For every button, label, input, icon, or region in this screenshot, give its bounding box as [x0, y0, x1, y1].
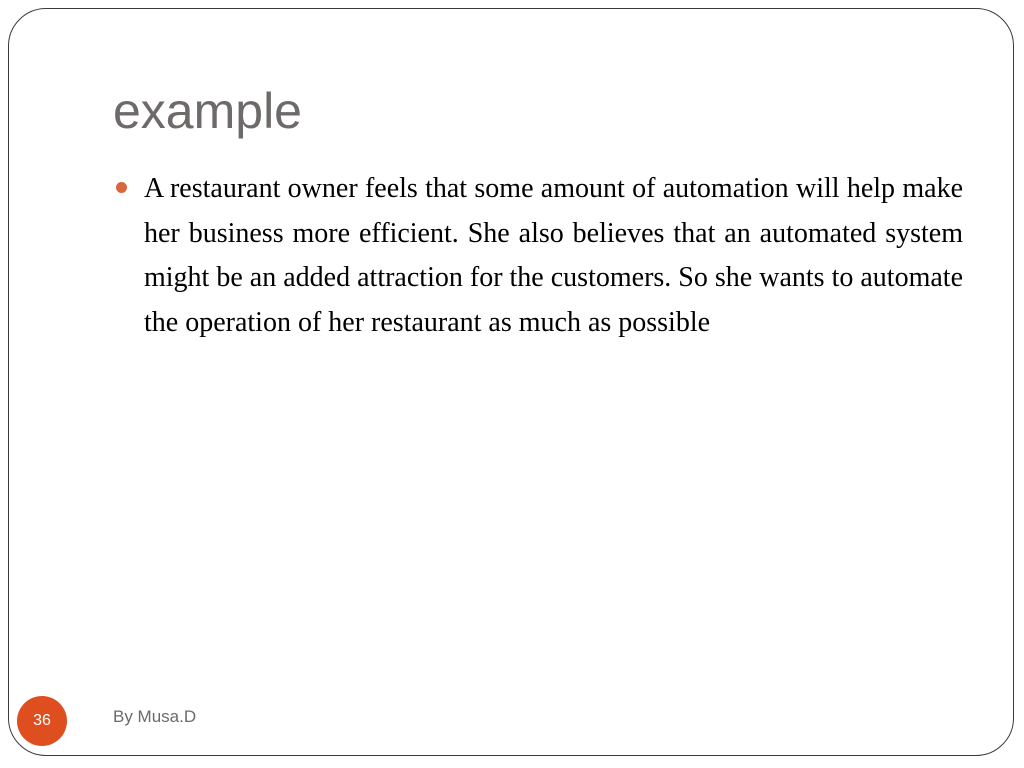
bullet-text: A restaurant owner feels that some amount of automation will help make her business more efficient. She also believes that an automated system might be an added attraction for the customers. So she wants to automate the operation of her restaurant as much as possible	[144, 173, 963, 338]
page-number: 36	[33, 712, 51, 729]
footer-author: By Musa.D	[113, 707, 197, 726]
bullet-icon	[116, 182, 127, 193]
bullet-item	[113, 167, 963, 345]
slide-title: example	[113, 83, 302, 139]
page-number-badge	[17, 696, 67, 746]
slide-body	[113, 167, 963, 345]
